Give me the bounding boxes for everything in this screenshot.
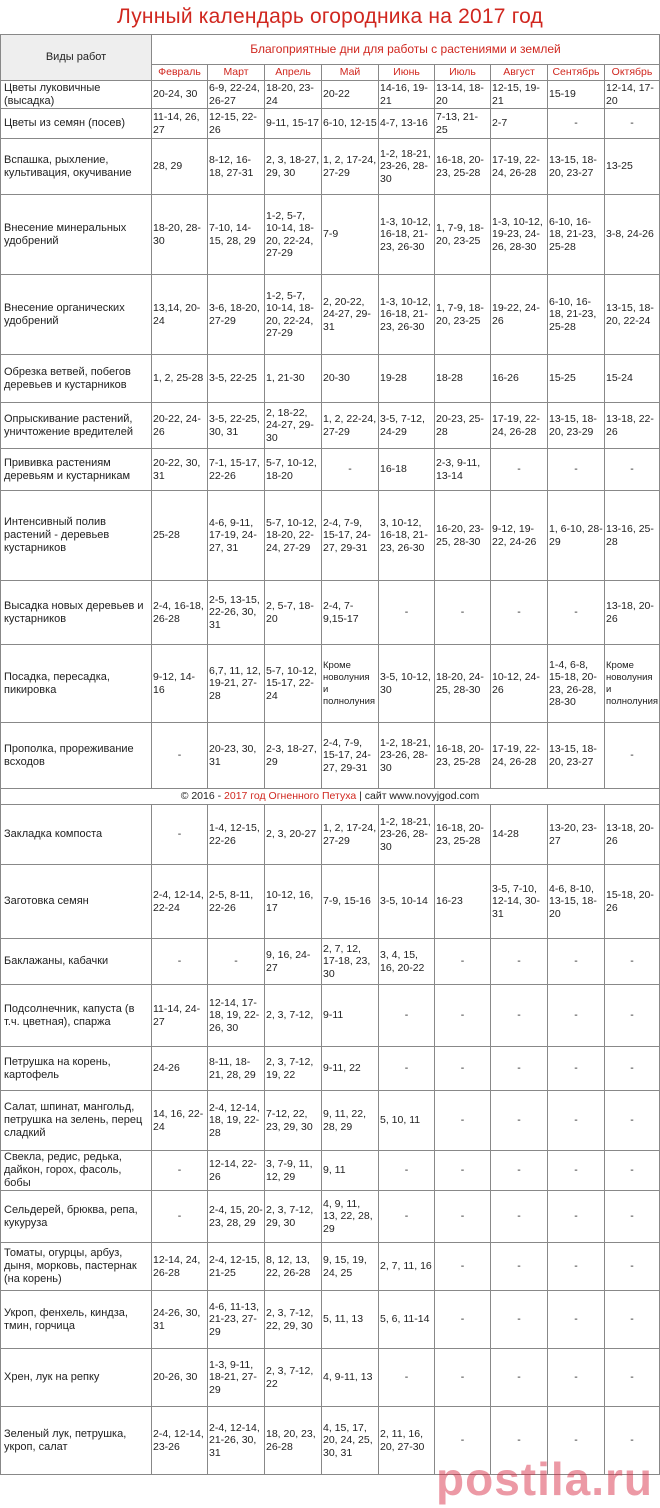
day-range-cell: - [548, 109, 605, 139]
day-range-cell: 2, 20-22, 24-27, 29-31 [322, 275, 379, 355]
work-type-label: Баклажаны, кабачки [1, 939, 152, 985]
day-range-cell: - [548, 1349, 605, 1407]
day-range-cell: 12-14, 17-20 [605, 81, 660, 109]
day-range-cell: 2-4, 16-18, 26-28 [152, 581, 208, 645]
day-range-cell: 1-2, 5-7, 10-14, 18-20, 22-24, 27-29 [265, 275, 322, 355]
day-range-cell: 6-9, 22-24, 26-27 [208, 81, 265, 109]
work-type-label: Петрушка на корень, картофель [1, 1047, 152, 1091]
day-range-cell: 2, 5-7, 18-20 [265, 581, 322, 645]
day-range-cell: - [491, 985, 548, 1047]
work-type-label: Посадка, пересадка, пикировка [1, 645, 152, 723]
day-range-cell: 3-8, 24-26 [605, 195, 660, 275]
day-range-cell: - [435, 1349, 491, 1407]
day-range-cell: 1-3, 10-12, 19-23, 24-26, 28-30 [491, 195, 548, 275]
day-range-cell: 2-5, 8-11, 22-26 [208, 865, 265, 939]
day-range-cell: 10-12, 24-26 [491, 645, 548, 723]
day-range-cell: 4-6, 8-10, 13-15, 18-20 [548, 865, 605, 939]
day-range-cell: - [491, 1349, 548, 1407]
day-range-cell: - [379, 1151, 435, 1191]
table-row [1, 1243, 660, 1291]
table-row [1, 805, 660, 865]
copyright-line [1, 789, 660, 805]
copyright-suffix: | сайт www.novyjgod.com [356, 790, 480, 803]
day-range-cell: - [491, 581, 548, 645]
day-range-cell: 6-10, 12-15 [322, 109, 379, 139]
day-range-cell: 13-16, 25-28 [605, 491, 660, 581]
table-row [1, 195, 660, 275]
watermark-logo: postila.ru [436, 1453, 654, 1505]
day-range-cell: - [548, 1291, 605, 1349]
day-range-cell: - [435, 1191, 491, 1243]
day-range-cell: 20-22, 24-26 [152, 403, 208, 449]
day-range-cell: 7-10, 14-15, 28, 29 [208, 195, 265, 275]
day-range-cell: 17-19, 22-24, 26-28 [491, 139, 548, 195]
table-row [1, 1047, 660, 1091]
day-range-cell: 9-12, 19-22, 24-26 [491, 491, 548, 581]
day-range-cell: - [605, 1243, 660, 1291]
table-row [1, 645, 660, 723]
day-range-cell: - [435, 1047, 491, 1091]
day-range-cell: 20-22, 30, 31 [152, 449, 208, 491]
day-range-cell: 2, 7, 12, 17-18, 23, 30 [322, 939, 379, 985]
day-range-cell: 16-18, 20-23, 25-28 [435, 139, 491, 195]
day-range-cell: - [548, 581, 605, 645]
day-range-cell: 17-19, 22-24, 26-28 [491, 723, 548, 789]
day-range-cell: 2-4, 15, 20- 23, 28, 29 [208, 1191, 265, 1243]
table-row [1, 355, 660, 403]
work-type-label: Хрен, лук на репку [1, 1349, 152, 1407]
day-range-cell: 24-26, 30, 31 [152, 1291, 208, 1349]
day-range-cell: 11-14, 26, 27 [152, 109, 208, 139]
day-range-cell: 9-11, 22 [322, 1047, 379, 1091]
day-range-cell: 6,7, 11, 12, 19-21, 27-28 [208, 645, 265, 723]
day-range-cell: 16-18 [379, 449, 435, 491]
day-range-cell: 9, 11 [322, 1151, 379, 1191]
day-range-cell: - [379, 985, 435, 1047]
table-row [1, 1291, 660, 1349]
day-range-cell: - [152, 1191, 208, 1243]
day-range-cell: 12-15, 19-21 [491, 81, 548, 109]
day-range-cell: 24-26 [152, 1047, 208, 1091]
day-range-cell: 9, 16, 24-27 [265, 939, 322, 985]
day-range-cell: 13-15, 18-20, 23-27 [548, 139, 605, 195]
day-range-cell: 1-4, 12-15, 22-26 [208, 805, 265, 865]
table-row [1, 139, 660, 195]
day-range-cell: 2-5, 13-15, 22-26, 30, 31 [208, 581, 265, 645]
day-range-cell: 1, 6-10, 28-29 [548, 491, 605, 581]
work-type-label: Цветы из семян (посев) [1, 109, 152, 139]
day-range-cell: - [605, 1047, 660, 1091]
day-range-cell: 2, 3, 18-27, 29, 30 [265, 139, 322, 195]
day-range-cell: 9-11, 15-17 [265, 109, 322, 139]
day-range-cell: - [605, 1407, 660, 1475]
day-range-cell: 3-5, 7-12, 24-29 [379, 403, 435, 449]
day-range-cell: 16-23 [435, 865, 491, 939]
day-range-cell: 12-14, 24, 26-28 [152, 1243, 208, 1291]
day-range-cell: 18-20, 28-30 [152, 195, 208, 275]
table-row [1, 109, 660, 139]
work-type-label: Прививка растениям деревьям и кустарникам [1, 449, 152, 491]
day-range-cell: 13-15, 18-20, 23-27 [548, 723, 605, 789]
day-range-cell: 13-15, 18-20, 22-24 [605, 275, 660, 355]
day-range-cell: - [152, 1151, 208, 1191]
day-range-cell: 9-12, 14-16 [152, 645, 208, 723]
day-range-cell: 3-5, 10-12, 30 [379, 645, 435, 723]
month-header: Февраль [152, 65, 208, 81]
day-range-cell: 7-1, 15-17, 22-26 [208, 449, 265, 491]
month-header: Апрель [265, 65, 322, 81]
day-range-cell: 2-4, 7-9, 15-17, 24-27, 29-31 [322, 491, 379, 581]
day-range-cell: 2-4, 12-14, 21-26, 30, 31 [208, 1407, 265, 1475]
day-range-cell: 2, 3, 7-12, 19, 22 [265, 1047, 322, 1091]
day-range-cell: - [491, 1243, 548, 1291]
day-range-cell: - [548, 1243, 605, 1291]
day-range-cell: - [491, 939, 548, 985]
month-header: Июнь [379, 65, 435, 81]
day-range-cell: - [548, 939, 605, 985]
day-range-cell: 12-14, 22-26 [208, 1151, 265, 1191]
work-type-label: Салат, шпинат, мангольд, петрушка на зелень, перец сладкий [1, 1091, 152, 1151]
day-range-cell: 8, 12, 13, 22, 26-28 [265, 1243, 322, 1291]
day-range-cell: 5, 6, 11-14 [379, 1291, 435, 1349]
work-type-label: Свекла, редис, редька, дайкон, горох, фасоль, бобы [1, 1151, 152, 1191]
day-range-cell: 6-10, 16-18, 21-23, 25-28 [548, 275, 605, 355]
day-range-cell: 16-20, 23-25, 28-30 [435, 491, 491, 581]
day-range-cell: 4, 9-11, 13 [322, 1349, 379, 1407]
day-range-cell: 18-28 [435, 355, 491, 403]
day-range-cell: 1, 2, 17-24, 27-29 [322, 805, 379, 865]
day-range-cell: 1-3, 9-11, 18-21, 27-29 [208, 1349, 265, 1407]
work-type-label: Томаты, огурцы, арбуз, дыня, морковь, пастернак (на корень) [1, 1243, 152, 1291]
day-range-cell: 13-18, 20-26 [605, 581, 660, 645]
day-range-cell: 4-7, 13-16 [379, 109, 435, 139]
day-range-cell: - [605, 109, 660, 139]
day-range-cell: - [152, 723, 208, 789]
day-range-cell: 8-11, 18-21, 28, 29 [208, 1047, 265, 1091]
day-range-cell: - [435, 939, 491, 985]
work-type-label: Зеленый лук, петрушка, укроп, салат [1, 1407, 152, 1475]
day-range-cell: 14-16, 19-21 [379, 81, 435, 109]
day-range-cell: 2, 3, 7-12, 22 [265, 1349, 322, 1407]
table-row [1, 1349, 660, 1407]
day-range-cell: - [435, 1407, 491, 1475]
day-range-cell: - [379, 1047, 435, 1091]
day-range-cell: 19-28 [379, 355, 435, 403]
work-type-label: Заготовка семян [1, 865, 152, 939]
day-range-cell: 10-12, 16, 17 [265, 865, 322, 939]
table-row [1, 939, 660, 985]
work-type-label: Обрезка ветвей, побегов деревьев и кустарников [1, 355, 152, 403]
month-header: Июль [435, 65, 491, 81]
table-row [1, 581, 660, 645]
day-range-cell: 1, 7-9, 18-20, 23-25 [435, 195, 491, 275]
day-range-cell: - [491, 1191, 548, 1243]
day-range-cell: 28, 29 [152, 139, 208, 195]
day-range-cell: - [435, 581, 491, 645]
day-range-cell: - [605, 1091, 660, 1151]
work-type-label: Вспашка, рыхление, культивация, окучивание [1, 139, 152, 195]
day-range-cell: - [435, 1091, 491, 1151]
day-range-cell: 1-3, 10-12, 16-18, 21-23, 26-30 [379, 275, 435, 355]
day-range-cell: - [491, 1091, 548, 1151]
day-range-cell: - [605, 1349, 660, 1407]
day-range-cell: 3, 7-9, 11, 12, 29 [265, 1151, 322, 1191]
work-type-label: Цветы луковичные (высадка) [1, 81, 152, 109]
day-range-cell: 20-23, 25-28 [435, 403, 491, 449]
day-range-cell: 2-3, 18-27, 29 [265, 723, 322, 789]
day-range-cell: - [491, 449, 548, 491]
day-range-cell: 15-25 [548, 355, 605, 403]
day-range-cell: - [548, 1407, 605, 1475]
day-range-cell: 2-4, 12-15, 21-25 [208, 1243, 265, 1291]
day-range-cell: 3-5, 22-25, 30, 31 [208, 403, 265, 449]
work-type-label: Высадка новых деревьев и кустарников [1, 581, 152, 645]
day-range-cell: 2-4, 7-9, 15-17, 24-27, 29-31 [322, 723, 379, 789]
day-range-cell: 3-5, 7-10, 12-14, 30-31 [491, 865, 548, 939]
day-range-cell: - [435, 985, 491, 1047]
day-range-cell: 5-7, 10-12, 18-20 [265, 449, 322, 491]
day-range-cell: 12-15, 22-26 [208, 109, 265, 139]
day-range-cell: 15-24 [605, 355, 660, 403]
day-range-cell: 13-15, 18-20, 23-29 [548, 403, 605, 449]
day-range-cell: 2, 3, 20-27 [265, 805, 322, 865]
day-range-cell: 5-7, 10-12, 15-17, 22-24 [265, 645, 322, 723]
day-range-cell: - [491, 1291, 548, 1349]
month-header: Март [208, 65, 265, 81]
day-range-cell: - [435, 1151, 491, 1191]
day-range-cell: 14-28 [491, 805, 548, 865]
day-range-cell: 1-2, 18-21, 23-26, 28-30 [379, 139, 435, 195]
day-range-cell: 17-19, 22-24, 26-28 [491, 403, 548, 449]
day-range-cell: 4, 15, 17, 20, 24, 25, 30, 31 [322, 1407, 379, 1475]
day-range-cell: 15-19 [548, 81, 605, 109]
day-range-cell: - [208, 939, 265, 985]
day-range-cell: 16-18, 20-23, 25-28 [435, 805, 491, 865]
day-range-cell: 5, 11, 13 [322, 1291, 379, 1349]
day-range-cell: 1, 7-9, 18-20, 23-25 [435, 275, 491, 355]
day-range-cell: 4, 9, 11, 13, 22, 28, 29 [322, 1191, 379, 1243]
work-type-label: Укроп, фенхель, киндза, тмин, горчица [1, 1291, 152, 1349]
work-type-label: Внесение минеральных удобрений [1, 195, 152, 275]
day-range-cell: - [605, 1191, 660, 1243]
day-range-cell: 2-4, 12-14, 18, 19, 22-28 [208, 1091, 265, 1151]
day-range-cell: - [152, 805, 208, 865]
work-type-label: Интенсивный полив растений - деревьев кустарников [1, 491, 152, 581]
day-range-cell: 9-11 [322, 985, 379, 1047]
work-type-label: Сельдерей, брюква, репа, кукуруза [1, 1191, 152, 1243]
day-range-cell: 1-4, 6-8, 15-18, 20-23, 26-28, 28-30 [548, 645, 605, 723]
day-range-cell: - [548, 1047, 605, 1091]
day-range-cell: - [379, 1191, 435, 1243]
day-range-cell: Кроме новолуния и полнолуния [605, 645, 660, 723]
day-range-cell: - [548, 985, 605, 1047]
day-range-cell: 13-20, 23-27 [548, 805, 605, 865]
day-range-cell: 20-26, 30 [152, 1349, 208, 1407]
day-range-cell: 20-30 [322, 355, 379, 403]
day-range-cell: 2, 11, 16, 20, 27-30 [379, 1407, 435, 1475]
day-range-cell: - [491, 1151, 548, 1191]
day-range-cell: - [379, 1349, 435, 1407]
day-range-cell: - [491, 1407, 548, 1475]
day-range-cell: - [605, 985, 660, 1047]
day-range-cell: 3-6, 18-20, 27-29 [208, 275, 265, 355]
day-range-cell: 1-2, 18-21, 23-26, 28-30 [379, 723, 435, 789]
day-range-cell: 1-3, 10-12, 16-18, 21-23, 26-30 [379, 195, 435, 275]
day-range-cell: 2, 18-22, 24-27, 29-30 [265, 403, 322, 449]
day-range-cell: 20-24, 30 [152, 81, 208, 109]
day-range-cell: 4-6, 9-11, 17-19, 24-27, 31 [208, 491, 265, 581]
table-row [1, 491, 660, 581]
day-range-cell: 2-4, 12-14, 22-24 [152, 865, 208, 939]
work-type-label: Закладка компоста [1, 805, 152, 865]
day-range-cell: 2, 7, 11, 16 [379, 1243, 435, 1291]
day-range-cell: 2, 3, 7-12, 29, 30 [265, 1191, 322, 1243]
day-range-cell: 2-3, 9-11, 13-14 [435, 449, 491, 491]
day-range-cell: - [605, 723, 660, 789]
day-range-cell: 1, 2, 17-24, 27-29 [322, 139, 379, 195]
lunar-calendar-table [0, 34, 660, 1475]
table-row [1, 449, 660, 491]
day-range-cell: 9, 11, 22, 28, 29 [322, 1091, 379, 1151]
day-range-cell: - [605, 1151, 660, 1191]
day-range-cell: 16-18, 20-23, 25-28 [435, 723, 491, 789]
day-range-cell: 1-2, 18-21, 23-26, 28-30 [379, 805, 435, 865]
work-type-label: Подсолнечник, капуста (в т.ч. цветная), спаржа [1, 985, 152, 1047]
day-range-cell: 20-23, 30, 31 [208, 723, 265, 789]
day-range-cell: 1, 2, 22-24, 27-29 [322, 403, 379, 449]
day-range-cell: 2-4, 12-14, 23-26 [152, 1407, 208, 1475]
day-range-cell: 25-28 [152, 491, 208, 581]
day-range-cell: Кроме новолуния и полнолуния [322, 645, 379, 723]
day-range-cell: 7-12, 22, 23, 29, 30 [265, 1091, 322, 1151]
table-row [1, 985, 660, 1047]
header-work-types: Виды работ [1, 35, 152, 81]
month-header: Май [322, 65, 379, 81]
day-range-cell: 13-14, 18-20 [435, 81, 491, 109]
table-row [1, 723, 660, 789]
work-type-label: Прополка, прореживание всходов [1, 723, 152, 789]
work-type-label: Опрыскивание растений, уничтожение вредителей [1, 403, 152, 449]
work-type-label: Внесение органических удобрений [1, 275, 152, 355]
day-range-cell: - [322, 449, 379, 491]
day-range-cell: - [548, 1191, 605, 1243]
table-row [1, 1191, 660, 1243]
day-range-cell: 3-5, 10-14 [379, 865, 435, 939]
day-range-cell: 1, 21-30 [265, 355, 322, 403]
day-range-cell: 19-22, 24-26 [491, 275, 548, 355]
day-range-cell: 2-4, 7-9,15-17 [322, 581, 379, 645]
day-range-cell: 14, 16, 22-24 [152, 1091, 208, 1151]
table-row [1, 865, 660, 939]
day-range-cell: 16-26 [491, 355, 548, 403]
day-range-cell: - [435, 1243, 491, 1291]
day-range-cell: 5, 10, 11 [379, 1091, 435, 1151]
day-range-cell: - [605, 1291, 660, 1349]
day-range-cell: 7-9, 15-16 [322, 865, 379, 939]
day-range-cell: 13-25 [605, 139, 660, 195]
month-header: Август [491, 65, 548, 81]
page-title: Лунный календарь огородника на 2017 год [117, 5, 543, 28]
day-range-cell: 2, 3, 7-12, 22, 29, 30 [265, 1291, 322, 1349]
day-range-cell: - [152, 939, 208, 985]
day-range-cell: 9, 15, 19, 24, 25 [322, 1243, 379, 1291]
day-range-cell: 6-10, 16-18, 21-23, 25-28 [548, 195, 605, 275]
day-range-cell: 13,14, 20-24 [152, 275, 208, 355]
copyright-prefix: © 2016 - [180, 790, 225, 803]
day-range-cell: - [548, 1091, 605, 1151]
day-range-cell: 18-20, 24-25, 28-30 [435, 645, 491, 723]
day-range-cell: 3, 10-12, 16-18, 21-23, 26-30 [379, 491, 435, 581]
day-range-cell: 12-14, 17-18, 19, 22-26, 30 [208, 985, 265, 1047]
table-row [1, 1091, 660, 1151]
day-range-cell: - [605, 449, 660, 491]
day-range-cell: 5-7, 10-12, 18-20, 22-24, 27-29 [265, 491, 322, 581]
header-favorable-days: Благоприятные дни для работы с растениями и землей [152, 35, 660, 65]
table-row [1, 81, 660, 109]
day-range-cell: 18-20, 23-24 [265, 81, 322, 109]
table-row [1, 275, 660, 355]
day-range-cell: 2, 3, 7-12, [265, 985, 322, 1047]
day-range-cell: 13-18, 20-26 [605, 805, 660, 865]
day-range-cell: - [605, 939, 660, 985]
day-range-cell: 3, 4, 15, 16, 20-22 [379, 939, 435, 985]
day-range-cell: 15-18, 20-26 [605, 865, 660, 939]
copyright-link[interactable]: 2017 год Огненного Петуха [224, 790, 357, 803]
month-header: Октябрь [605, 65, 660, 81]
day-range-cell: - [548, 449, 605, 491]
day-range-cell: - [435, 1291, 491, 1349]
day-range-cell: 3-5, 22-25 [208, 355, 265, 403]
day-range-cell: 4-6, 11-13, 21-23, 27-29 [208, 1291, 265, 1349]
day-range-cell: 1, 2, 25-28 [152, 355, 208, 403]
day-range-cell: 20-22 [322, 81, 379, 109]
day-range-cell: - [548, 1151, 605, 1191]
day-range-cell: - [491, 1047, 548, 1091]
day-range-cell: 7-13, 21-25 [435, 109, 491, 139]
day-range-cell: 18, 20, 23, 26-28 [265, 1407, 322, 1475]
month-header: Сентябрь [548, 65, 605, 81]
day-range-cell: 7-9 [322, 195, 379, 275]
table-row [1, 1151, 660, 1191]
day-range-cell: 8-12, 16-18, 27-31 [208, 139, 265, 195]
day-range-cell: 11-14, 24-27 [152, 985, 208, 1047]
day-range-cell: 13-18, 22-26 [605, 403, 660, 449]
table-row [1, 403, 660, 449]
day-range-cell: 2-7 [491, 109, 548, 139]
day-range-cell: - [379, 581, 435, 645]
day-range-cell: 1-2, 5-7, 10-14, 18-20, 22-24, 27-29 [265, 195, 322, 275]
